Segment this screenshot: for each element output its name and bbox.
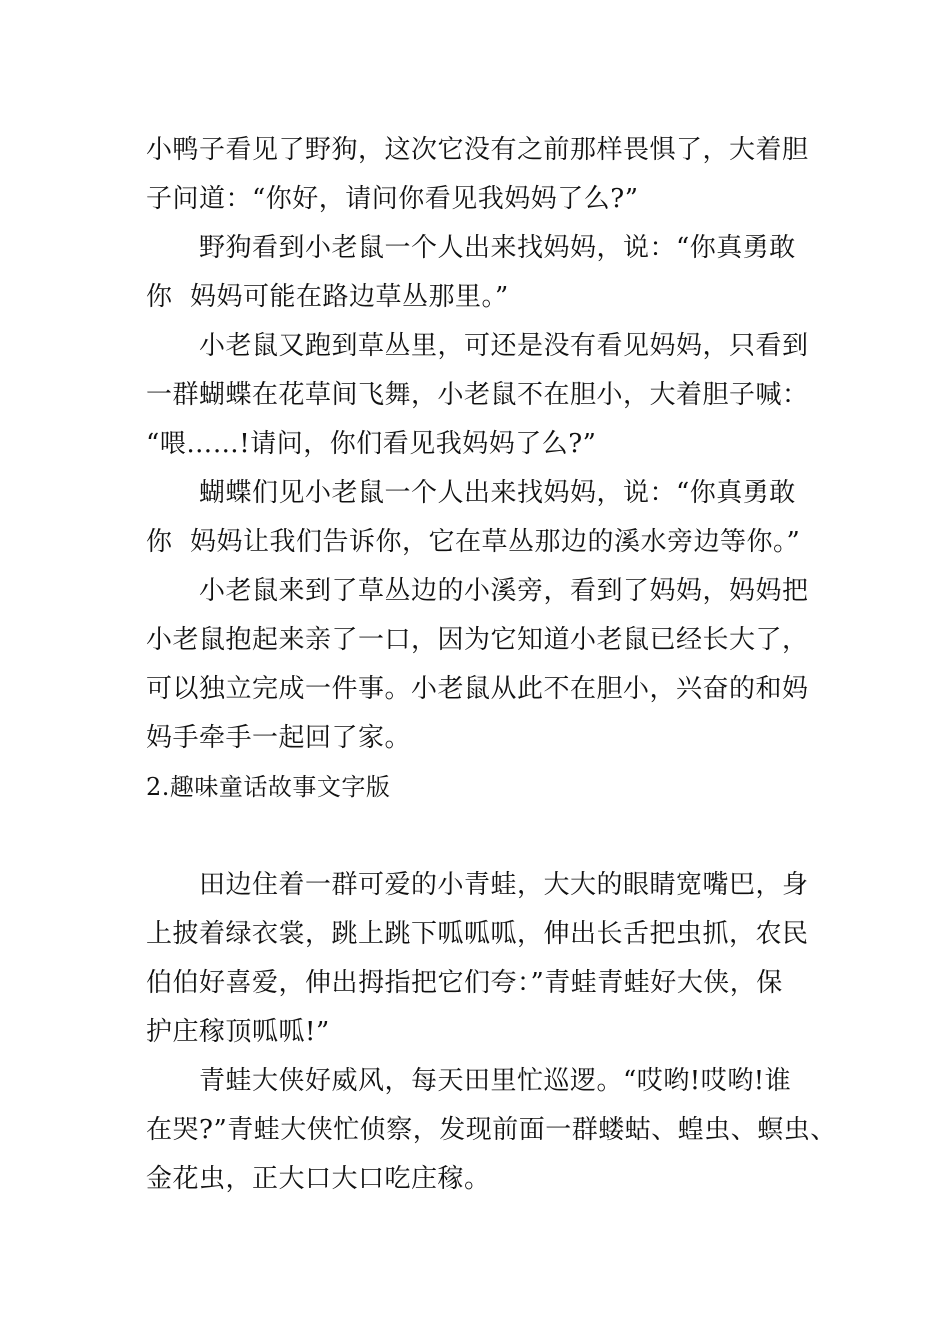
text-line: 青蛙大侠好威风，每天田里忙巡逻。“哎哟!哎哟!谁	[199, 1066, 792, 1096]
text-line: 金花虫，正大口大口吃庄稼。	[146, 1164, 491, 1194]
text-line: 一群蝴蝶在花草间飞舞，小老鼠不在胆小，大着胆子喊：	[146, 380, 809, 410]
text-line: 可以独立完成一件事。小老鼠从此不在胆小，兴奋的和妈	[146, 674, 809, 704]
text-line: 子问道：“你好，请问你看见我妈妈了么?”	[146, 184, 639, 214]
text-line: 野狗看到小老鼠一个人出来找妈妈，说：“你真勇敢	[199, 233, 796, 263]
text-line: 小老鼠又跑到草丛里，可还是没有看见妈妈，只看到	[199, 331, 809, 361]
text-line: 小老鼠抱起来亲了一口，因为它知道小老鼠已经长大了，	[146, 625, 809, 655]
text-line: 伯伯好喜爱，伸出拇指把它们夸：”青蛙青蛙好大侠，保	[146, 968, 783, 998]
text-line: 在哭?”青蛙大侠忙侦察，发现前面一群蝼蛄、蝗虫、螟虫、	[146, 1115, 837, 1145]
text-line: 小老鼠来到了草丛边的小溪旁，看到了妈妈，妈妈把	[199, 576, 809, 606]
text-line: 小鸭子看见了野狗，这次它没有之前那样畏惧了，大着胆	[146, 135, 809, 165]
text-line: 田边住着一群可爱的小青蛙，大大的眼睛宽嘴巴，身	[199, 870, 809, 900]
text-line: 你 妈妈让我们告诉你，它在草丛那边的溪水旁边等你。”	[146, 527, 801, 557]
text-line: 妈手牵手一起回了家。	[146, 723, 412, 753]
text-line: 你 妈妈可能在路边草丛那里。”	[146, 282, 509, 312]
text-line: “喂……!请问，你们看见我妈妈了么?”	[146, 429, 597, 459]
section-heading: 2.趣味童话故事文字版	[146, 773, 391, 801]
text-line: 护庄稼顶呱呱!”	[146, 1017, 330, 1047]
text-line: 蝴蝶们见小老鼠一个人出来找妈妈，说：“你真勇敢	[199, 478, 796, 508]
text-line: 上披着绿衣裳，跳上跳下呱呱呱，伸出长舌把虫抓，农民	[146, 919, 809, 949]
